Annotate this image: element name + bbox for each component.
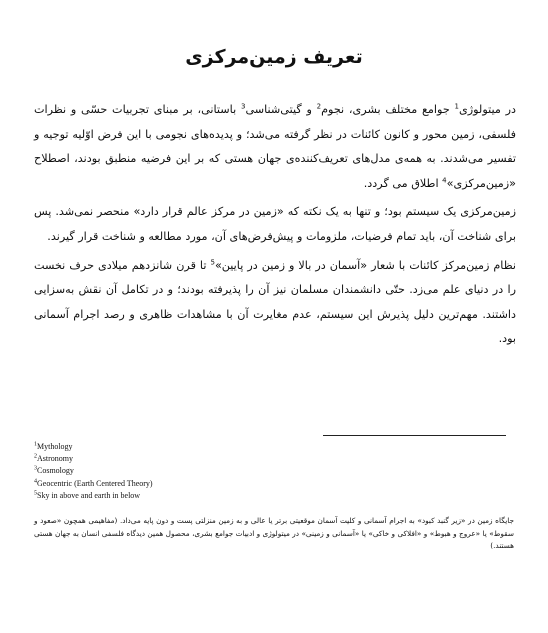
page-title: تعریف زمین‌مرکزی bbox=[185, 46, 363, 68]
footnote-ref-5: 5 bbox=[210, 257, 215, 266]
footnote-number: 5 bbox=[34, 490, 37, 497]
paragraph-1-text-e: اطلاق می گردد. bbox=[363, 176, 443, 190]
footnote-3 bbox=[34, 465, 514, 477]
paragraph-1-text-d: باستانی، بر مبنای تجربیات حسّی و نظرات فلسفی، زمین محور و کانون کائنات در نظر گرفته می‌شد؛ و پدیده‌های نجومی با این فرض اوّلیه توجیه و تفسیر می‌شدند. به همه‌ی مدل‌های تعریف‌کننده‌ی جهان هستی که بر این فرضیه منطبق بودند، اصطلاح «زمین‌مرکزی» bbox=[34, 103, 516, 190]
footnote-4 bbox=[34, 478, 514, 490]
footnote-separator bbox=[323, 435, 506, 436]
footnote-text: Sky in above and earth in below bbox=[37, 490, 141, 500]
footnote-number: 3 bbox=[34, 465, 37, 472]
footnote-2 bbox=[34, 453, 514, 465]
footnote-text: Mythology bbox=[37, 442, 73, 451]
footnote-ref-3: 3 bbox=[240, 102, 246, 111]
footnote-number: 4 bbox=[34, 477, 37, 484]
paragraph-1-text-a: در میتولوژی bbox=[458, 103, 516, 116]
footnote-text: Cosmology bbox=[37, 466, 74, 476]
footnote-text: Geocentric (Earth Centered Theory) bbox=[37, 478, 153, 488]
footnote-ref-1: 1 bbox=[454, 102, 459, 111]
paragraph-3-text-a: نظام زمین‌مرکز کائنات با شعار «آسمان در بالا و زمین در پایین» bbox=[214, 258, 517, 272]
footnote-ref-2: 2 bbox=[316, 102, 322, 111]
paragraph-1-text-b: جوامع مختلف بشری، نجوم bbox=[321, 103, 455, 116]
paragraph-2: زمین‌مرکزی یک سیستم بود؛ و تنها به یک نکته که «زمین در مرکز عالم قرار دارد» منحصر نمی‌شد. پس برای شناخت آن، باید تمام فرضیات، ملزومات و پیش‌فرض‌های آن، مورد مطالعه و شناخت قرار گیرند. bbox=[34, 205, 516, 243]
paragraph-3-text-b: تا قرن شانزدهم میلادی حرف نخست را در دنیای علم می‌زد. حتّی دانشمندان مسلمان نیز آن را پذیرفته بودند؛ و در تکامل آن نقش به‌سزایی داشتند. مهم‌ترین دلیل پذیرش این سیستم، عدم مغایرت آن با مشاهدات ظاهری و رصد اجرام آسمانی بود. bbox=[34, 258, 516, 346]
body-text bbox=[34, 98, 516, 352]
footnote-number: 1 bbox=[34, 441, 37, 448]
paragraph-1-text-c: و گیتی‌شناسی bbox=[245, 103, 317, 116]
footnote-ref-4: 4 bbox=[442, 176, 447, 185]
footnote-1 bbox=[34, 441, 514, 453]
paragraph-3 bbox=[34, 254, 516, 352]
paragraph-1 bbox=[34, 98, 516, 196]
footnote-text: Astronomy bbox=[37, 454, 73, 464]
footnote-number: 2 bbox=[34, 453, 37, 460]
footnote-5 bbox=[34, 490, 514, 502]
footnotes bbox=[34, 441, 514, 502]
footnote-5-explanation: جایگاه زمین در «زیر گنبد کبود» به اجرام آسمانی و کلیت آسمان موقعیتی برتر یا عالی و به زمین منزلتی پست و دون پایه می‌داد. (مفاهیمی همچون «صعود و سقوط» یا «عروج و هبوط» و «افلاکی و خاکی» یا «آسمانی و زمینی» در میتولوژی و ادبیات جوامع بشری، محصول همین دیدگاه فلسفی انسان به جهان هستی هستند.) bbox=[34, 516, 514, 551]
